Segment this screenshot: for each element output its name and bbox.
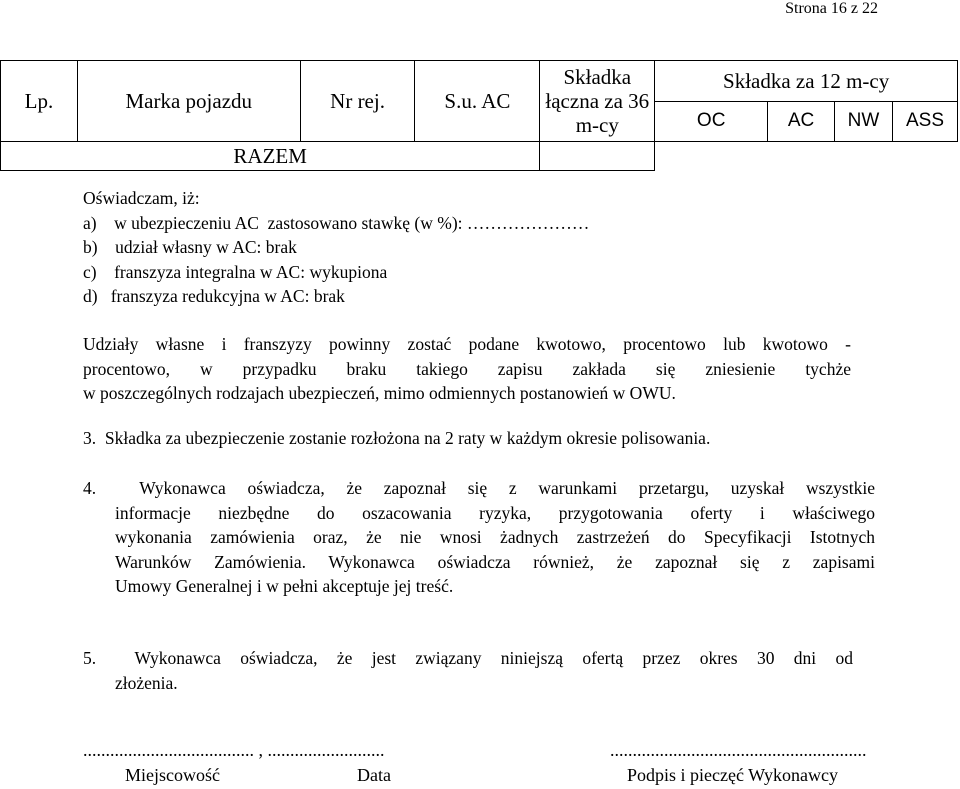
declaration-item-b: b) udział własny w AC: brak bbox=[83, 237, 297, 257]
declaration-item-a: a) w ubezpieczeniu AC zastosowano stawkę (w %): ………………… bbox=[83, 212, 590, 233]
premium-table bbox=[0, 60, 958, 171]
label-signature: Podpis i pieczęć Wykonawcy bbox=[627, 765, 839, 785]
header-skladka-36-line3: m-cy bbox=[575, 113, 619, 137]
point-4 bbox=[83, 476, 875, 599]
razem-value-cell bbox=[540, 142, 655, 171]
label-place: Miejscowość bbox=[125, 765, 220, 785]
deductibles-line-1: Udziały własne i franszyzy powinny zostać podane kwotowo, procentowo lub kwotowo - bbox=[83, 334, 851, 354]
signature-dots-place-date: ...................................... , .......................... bbox=[83, 740, 385, 760]
razem-label: RAZEM bbox=[1, 142, 540, 171]
header-marka: Marka pojazdu bbox=[77, 61, 300, 142]
header-skladka-36-line1: Składka bbox=[563, 65, 632, 89]
declaration-item-c: c) franszyza integralna w AC: wykupiona bbox=[83, 261, 388, 282]
header-skladka-12: Składka za 12 m-cy bbox=[655, 61, 958, 102]
header-nr-rej: Nr rej. bbox=[300, 61, 415, 142]
declaration-title: Oświadczam, iż: bbox=[83, 188, 200, 208]
header-skladka-36-line2: łączna za 36 bbox=[545, 89, 650, 113]
header-su-ac: S.u. AC bbox=[415, 61, 540, 142]
page-number: Strona 16 z 22 bbox=[785, 0, 878, 17]
point-5-line-1: 5. Wykonawca oświadcza, że jest związany niniejszą ofertą przez okres 30 dni od bbox=[83, 648, 853, 668]
declaration-item-d: d) franszyza redukcyjna w AC: brak bbox=[83, 286, 345, 306]
point-5-line-2: złożenia. bbox=[115, 672, 178, 693]
point-4-line-2: informacje niezbędne do oszacowania ryzyka, przygotowania oferty i właściwego bbox=[115, 502, 875, 523]
subheader-oc: OC bbox=[655, 101, 768, 142]
signature-dots-sign: ......................................................... bbox=[610, 740, 867, 760]
subheader-nw: NW bbox=[835, 101, 893, 142]
label-date: Data bbox=[357, 765, 391, 785]
subheader-ass: ASS bbox=[892, 101, 957, 142]
declaration-block bbox=[83, 186, 589, 309]
point-5 bbox=[83, 646, 853, 695]
deductibles-paragraph bbox=[83, 332, 851, 406]
subheader-ac: AC bbox=[768, 101, 835, 142]
deductibles-line-3: w poszczególnych rodzajach ubezpieczeń, mimo odmiennych postanowień w OWU. bbox=[83, 383, 676, 403]
point-4-line-1: 4. Wykonawca oświadcza, że zapoznał się z warunkami przetargu, uzyskał wszystkie bbox=[83, 478, 875, 498]
deductibles-line-2: procentowo, w przypadku braku takiego zapisu zakłada się zniesienie tychże bbox=[83, 358, 851, 379]
point-4-line-5: Umowy Generalnej i w pełni akceptuje jej treść. bbox=[115, 576, 454, 596]
point-4-line-3: wykonania zamówienia oraz, że nie wnosi żadnych zastrzeżeń do Specyfikacji Istotnych bbox=[115, 527, 875, 547]
header-skladka-36 bbox=[540, 61, 655, 142]
point-3: 3. Składka za ubezpieczenie zostanie rozłożona na 2 raty w każdym okresie polisowania. bbox=[83, 428, 711, 448]
point-4-line-4: Warunków Zamówienia. Wykonawca oświadcza również, że zapoznał się z zapisami bbox=[115, 551, 875, 572]
header-lp: Lp. bbox=[1, 61, 78, 142]
